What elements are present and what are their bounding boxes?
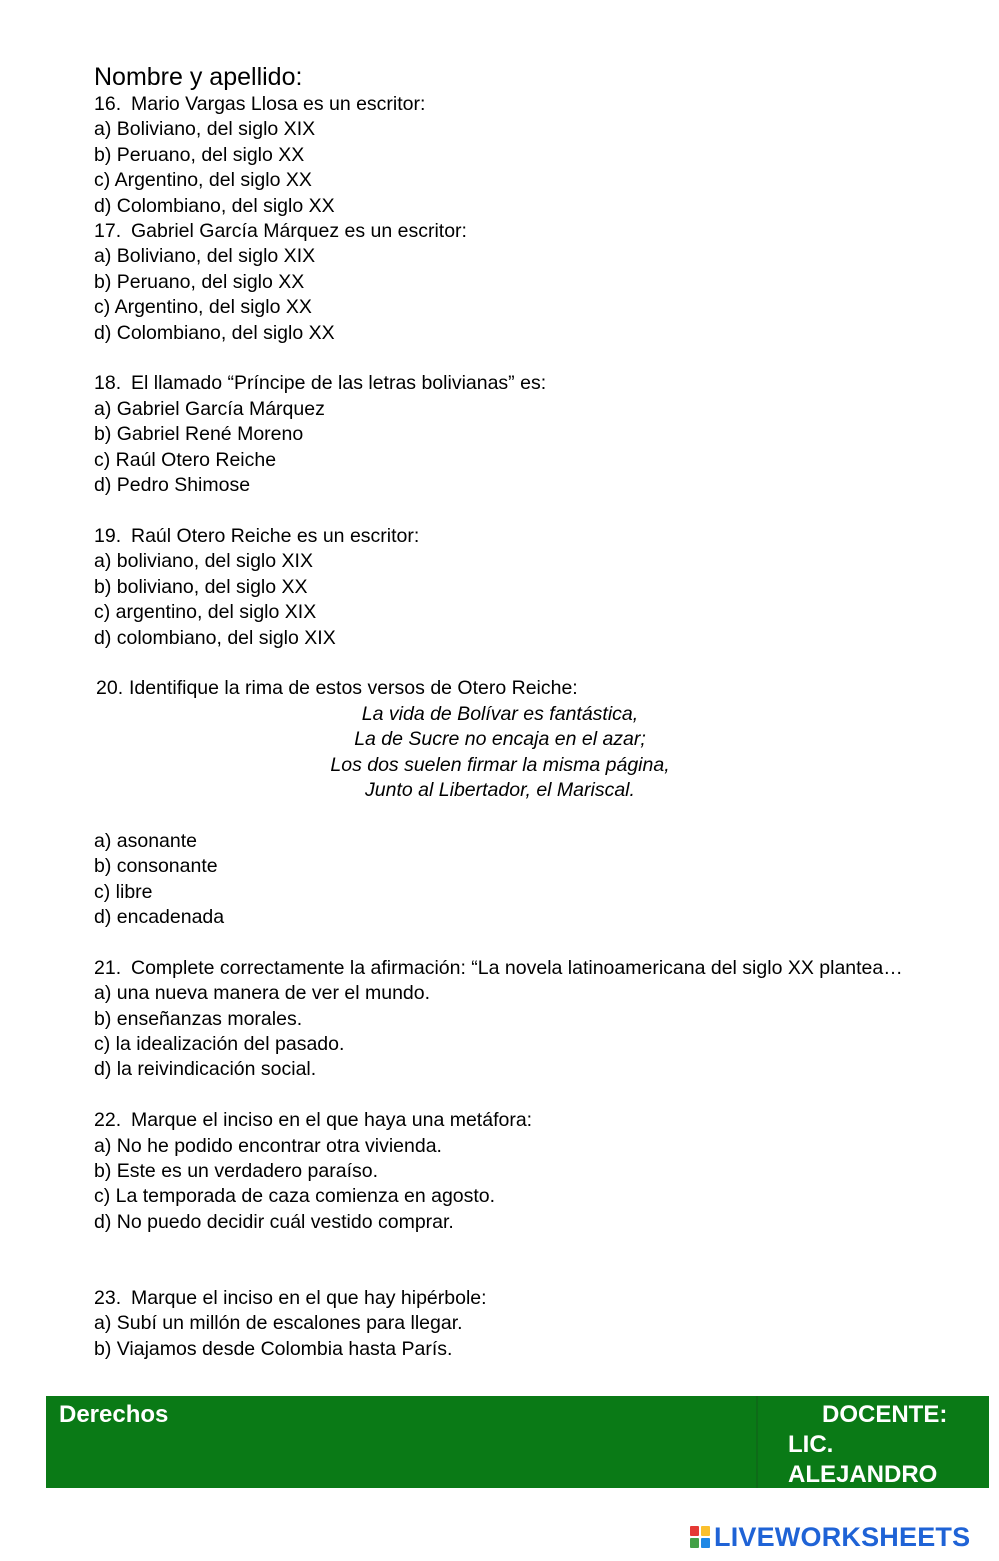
option-22b[interactable]: b) Este es un verdadero paraíso.	[94, 1159, 378, 1182]
option-19b[interactable]: b) boliviano, del siglo XX	[94, 575, 308, 598]
spacer	[94, 1235, 974, 1286]
option-19d[interactable]: d) colombiano, del siglo XIX	[94, 626, 336, 649]
liveworksheets-logo-icon	[690, 1526, 710, 1548]
question-22	[94, 1108, 974, 1133]
question-text: Raúl Otero Reiche es un escritor:	[131, 524, 420, 547]
option-23b[interactable]: b) Viajamos desde Colombia hasta París.	[94, 1337, 453, 1360]
question-number: 18.	[94, 372, 122, 395]
option-17c[interactable]: c) Argentino, del siglo XX	[94, 296, 312, 319]
option-18c[interactable]: c) Raúl Otero Reiche	[94, 448, 277, 471]
option-20a[interactable]: a) asonante	[94, 829, 197, 852]
question-text: El llamado “Príncipe de las letras bolivianas” es:	[131, 372, 547, 395]
name-heading: Nombre y apellido:	[94, 63, 303, 91]
option-21b[interactable]: b) enseñanzas morales.	[94, 1007, 303, 1030]
verse-line: La de Sucre no encaja en el azar;	[354, 728, 646, 751]
option-16b[interactable]: b) Peruano, del siglo XX	[94, 143, 305, 166]
spacer	[94, 498, 974, 523]
question-text: Marque el inciso en el que hay hipérbole:	[131, 1286, 487, 1309]
footer-bar	[46, 1396, 989, 1488]
spacer	[94, 651, 974, 676]
option-16a[interactable]: a) Boliviano, del siglo XIX	[94, 118, 316, 141]
option-19c[interactable]: c) argentino, del siglo XIX	[94, 601, 317, 624]
spacer	[94, 1083, 974, 1108]
question-number: 21.	[94, 956, 122, 979]
question-21	[94, 956, 974, 981]
question-19	[94, 524, 974, 549]
question-16	[94, 92, 974, 117]
option-16d[interactable]: d) Colombiano, del siglo XX	[94, 194, 335, 217]
spacer	[94, 803, 974, 828]
logo-square	[701, 1538, 710, 1548]
option-21d[interactable]: d) la reivindicación social.	[94, 1058, 317, 1081]
liveworksheets-brand[interactable]	[690, 1521, 970, 1553]
teacher-name: ALEJANDRO	[788, 1461, 938, 1488]
option-18b[interactable]: b) Gabriel René Moreno	[94, 423, 304, 446]
teacher-label: DOCENTE:	[822, 1401, 948, 1428]
option-17d[interactable]: d) Colombiano, del siglo XX	[94, 321, 335, 344]
option-23a[interactable]: a) Subí un millón de escalones para llegar.	[94, 1312, 463, 1335]
logo-square	[690, 1538, 699, 1548]
option-21c[interactable]: c) la idealización del pasado.	[94, 1032, 345, 1055]
option-18a[interactable]: a) Gabriel García Márquez	[94, 397, 325, 420]
logo-square	[701, 1526, 710, 1536]
option-18d[interactable]: d) Pedro Shimose	[94, 474, 251, 497]
option-17a[interactable]: a) Boliviano, del siglo XIX	[94, 245, 316, 268]
question-17	[94, 219, 974, 244]
option-20c[interactable]: c) libre	[94, 880, 153, 903]
question-text: Identifique la rima de estos versos de Otero Reiche:	[129, 677, 578, 700]
question-number: 19.	[94, 524, 122, 547]
question-20	[94, 676, 974, 701]
verse-block	[94, 702, 906, 804]
option-20d[interactable]: d) encadenada	[94, 905, 225, 928]
option-22a[interactable]: a) No he podido encontrar otra vivienda.	[94, 1134, 442, 1157]
verse-line: Los dos suelen firmar la misma página,	[330, 753, 670, 776]
option-20b[interactable]: b) consonante	[94, 855, 218, 878]
spacer	[94, 346, 974, 371]
option-19a[interactable]: a) boliviano, del siglo XIX	[94, 550, 313, 573]
question-number: 17.	[94, 220, 122, 243]
questions-body	[94, 92, 974, 1362]
question-number: 22.	[94, 1109, 122, 1132]
question-number: 20.	[96, 677, 124, 700]
verse-line: Junto al Libertador, el Mariscal.	[365, 778, 635, 801]
teacher-title: LIC.	[788, 1431, 834, 1458]
option-22d[interactable]: d) No puedo decidir cuál vestido comprar.	[94, 1210, 454, 1233]
option-17b[interactable]: b) Peruano, del siglo XX	[94, 270, 305, 293]
logo-square	[690, 1526, 699, 1536]
brand-text: LIVEWORKSHEETS	[714, 1522, 971, 1552]
spacer	[94, 930, 974, 955]
question-text: Gabriel García Márquez es un escritor:	[131, 220, 467, 243]
footer-rights: Derechos	[59, 1401, 169, 1428]
question-text: Mario Vargas Llosa es un escritor:	[131, 93, 426, 115]
option-16c[interactable]: c) Argentino, del siglo XX	[94, 169, 312, 192]
question-18	[94, 371, 974, 396]
question-23	[94, 1286, 974, 1311]
option-21a[interactable]: a) una nueva manera de ver el mundo.	[94, 982, 431, 1005]
question-number: 23.	[94, 1286, 122, 1309]
question-number: 16.	[94, 93, 122, 115]
footer-divider	[756, 1396, 758, 1488]
footer-teacher	[788, 1400, 978, 1490]
verse-line: La vida de Bolívar es fantástica,	[361, 702, 639, 725]
question-text: Complete correctamente la afirmación: “La novela latinoamericana del siglo XX plantea…	[131, 956, 903, 979]
question-text: Marque el inciso en el que haya una metáfora:	[131, 1109, 533, 1132]
option-22c[interactable]: c) La temporada de caza comienza en agosto.	[94, 1185, 496, 1208]
